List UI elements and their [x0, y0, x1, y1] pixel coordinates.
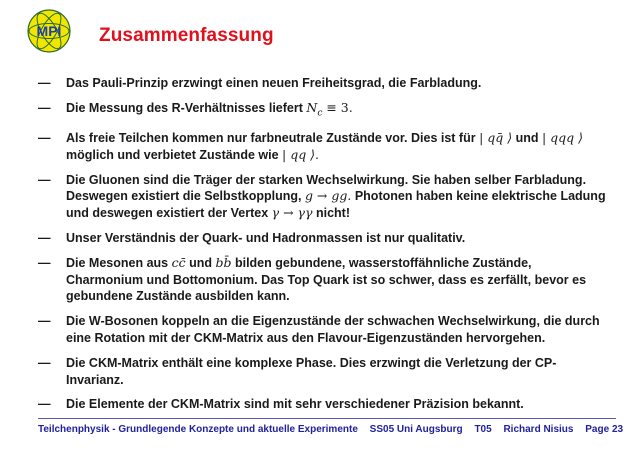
list-item [38, 255, 608, 305]
bullet-dash: — [38, 231, 51, 246]
item-text: Das Pauli-Prinzip erzwingt einen neuen Freiheitsgrad, die Farbladung. [66, 76, 482, 90]
math-gamma-vertex: γ → γγ [271, 205, 313, 221]
math-equiv-3: ≡ 3. [322, 99, 353, 115]
math-bbbar: bb̄ [215, 254, 232, 270]
list-item [38, 396, 608, 413]
mpi-logo [26, 8, 72, 54]
math-nc: N [306, 99, 318, 115]
footer-page: Page 23 [585, 424, 624, 435]
list-item [38, 75, 608, 92]
item-text: Die Elemente der CKM-Matrix sind mit sehr verschiedener Präzision bekannt. [66, 397, 524, 412]
math-g-gg: g → gg. [304, 188, 352, 204]
footer-semester: SS05 Uni Augsburg [369, 424, 463, 435]
math-sub-c: c [317, 108, 323, 119]
bullet-dash: — [38, 100, 51, 115]
footer-author: Richard Nisius [503, 424, 574, 435]
bullet-dash: — [38, 314, 51, 329]
item-text: Die Mesonen aus cc̄ und bb̄ bilden gebundene, wasserstoffähnliche Zustände, Charmonium und Bottomonium. Das Top Quark ist so schwer, dass es zerfällt, bevor es gebundene Zustände ausbilden kann. [66, 254, 587, 304]
item-text: Unser Verständnis der Quark- und Hadronmassen ist nur qualitativ. [66, 231, 466, 246]
math-qq: | qq ⟩. [282, 146, 320, 162]
bullet-dash: — [38, 255, 51, 270]
item-text: Die Messung des R-Verhältnisses liefert $N_c \equiv 3$. [66, 99, 353, 119]
math-ccbar: cc̄ [171, 254, 186, 270]
bullet-dash: — [38, 172, 51, 187]
math-qqbar: | qq̄ ⟩ [479, 130, 513, 146]
summary-list [38, 75, 608, 421]
list-item [38, 355, 608, 389]
footer-course: Teilchenphysik - Grundlegende Konzepte und aktuelle Experimente [38, 424, 358, 435]
list-item [38, 100, 608, 122]
footer-divider [38, 418, 616, 419]
bullet-dash: — [38, 76, 51, 90]
bullet-dash: — [38, 131, 51, 146]
logo-text: MPI [36, 23, 62, 39]
list-item [38, 172, 608, 222]
item-text: Die CKM-Matrix enthält eine komplexe Phase. Dies erzwingt die Verletzung der CP-Invarianz. [66, 355, 557, 387]
bullet-dash: — [38, 397, 51, 412]
item-text: Die Gluonen sind die Träger der starken Wechselwirkung. Sie haben selber Farbladung. Deswegen existiert die Selbstkopplung, g → gg. Photonen haben keine elektrische Ladung und deswegen existiert der Vertex γ → γγ nicht! [66, 172, 606, 221]
list-item [38, 230, 608, 247]
slide-title: Zusammenfassung [99, 25, 274, 46]
list-item [38, 130, 608, 164]
item-text: Die W-Bosonen koppeln an die Eigenzustände der schwachen Wechselwirkung, die durch eine Rotation mit der CKM-Matrix aus den Flavour-Eigenzuständen hervorgehen. [66, 314, 600, 346]
footer [38, 424, 624, 435]
item-text: Als freie Teilchen kommen nur farbneutrale Zustände vor. Dies ist für | qq̄ ⟩ und | qqq ⟩ möglich und verbietet Zustände wie | qq ⟩. [66, 130, 584, 162]
bullet-dash: — [38, 355, 51, 370]
list-item [38, 313, 608, 347]
math-qqq: | qqq ⟩ [541, 130, 584, 146]
footer-code: T05 [474, 424, 492, 435]
